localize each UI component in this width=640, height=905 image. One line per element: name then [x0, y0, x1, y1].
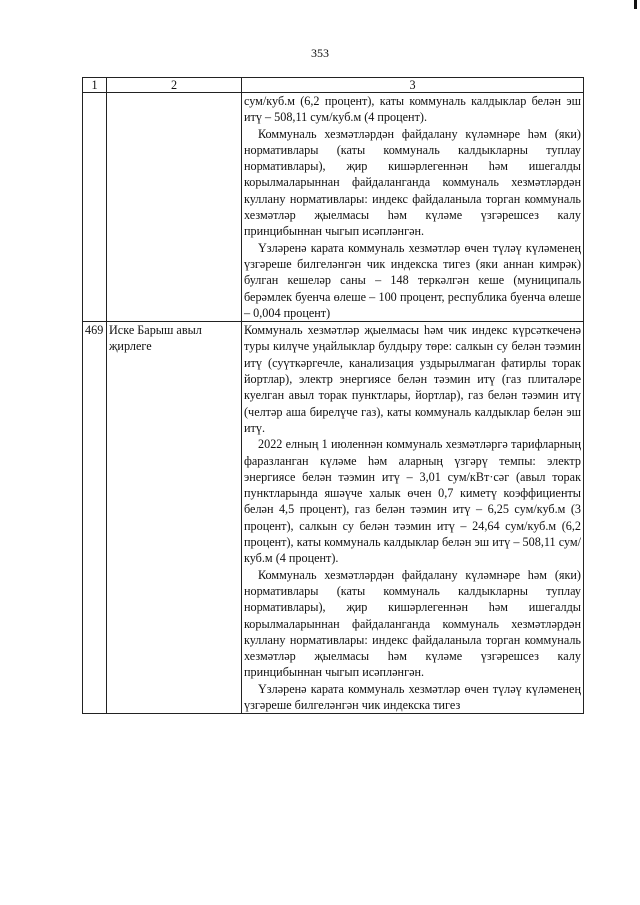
column-header-1: 1 — [83, 78, 107, 93]
row-number: 469 — [83, 322, 107, 714]
table-row — [83, 322, 584, 714]
row-number — [83, 93, 107, 322]
paragraph: Үзләренә карата коммуналь хезмәтләр өчен түләү күләменең үзгәреше билгеләнгән чик индекска тигез (яки аннан кимрәк) булган кешеләр саны – 148 теркәлгән кеше (муниципаль берәмлек буенча өлеше – 100 процент, республика буенча өлеше – 0,004 процент) — [244, 240, 581, 320]
table-header-row — [83, 78, 584, 93]
settlement-name — [107, 93, 242, 322]
row-description — [242, 322, 584, 714]
paragraph: Коммуналь хезмәтләрдән файдалану күләмнәре һәм (яки) нормативлары (каты коммуналь калдыкларны туплау нормативлары), җир кишәрлегеннән һәм ишегалды корылмаларыннан файдаланганда коммуналь хезмәтләрдән куллану нормативлары: индекс файдаланыла торган коммуналь хезмәтләр җыелмасы һәм күләме үзгәрешсез калу принцибыннан чыгып исәпләнгән. — [244, 126, 581, 239]
settlement-name: Иске Барыш авыл җирлеге — [107, 322, 242, 714]
column-header-3: 3 — [242, 78, 584, 93]
paragraph: Үзләренә карата коммуналь хезмәтләр өчен түләү күләменең үзгәреше билгеләнгән чик индекска тигез — [244, 681, 581, 712]
row-description — [242, 93, 584, 322]
paragraph: Коммуналь хезмәтләр җыелмасы һәм чик индекс күрсәткеченә туры килүче уңайлыклар булдыру төре: салкын су белән тәэмин итү (суүткәргечле, канализация уздырылмаган фатирлы торак йортлар), электр энергиясе белән тәэмин итү (газ плиталәре куелган авыл торак пунктлары, йортлар), газ белән тәэмин итү (челтәр аша бирелүче газ), каты коммуналь калдыклар белән эш итү. — [244, 323, 581, 435]
paragraph: Коммуналь хезмәтләрдән файдалану күләмнәре һәм (яки) нормативлары (каты коммуналь калдыкларны туплау нормативлары), җир кишәрлегеннән һәм ишегалды корылмаларыннан файдаланганда коммуналь хезмәтләрдән куллану нормативлары: индекс файдаланыла торган коммуналь хезмәтләр җыелмасы һәм күләме үзгәрешсез калу принцибыннан чыгып исәпләнгән. — [244, 567, 581, 680]
page-number: 353 — [311, 46, 329, 60]
paragraph: сум/куб.м (6,2 процент), каты коммуналь калдыклар белән эш итү – 508,11 сум/куб.м (4 процент). — [244, 94, 581, 125]
page-edge-mark — [634, 0, 637, 9]
paragraph: 2022 елның 1 июленнән коммуналь хезмәтләргә тарифларның фаразланган күләме һәм аларның үзгәрү темпы: электр энергиясе белән тәэмин итү – 3,01 сум/кВт·сәг (авыл торак пунктларында яшәүче халык өчен 0,7 киметү коэффициенты белән 4,5 процент), газ белән тәэмин итү – 6,25 сум/куб.м (3 процент), салкын су белән тәэмин итү – 24,64 сум/куб.м (6,2 процент), каты коммуналь калдыклар белән эш итү – 508,11 сум/куб.м (4 процент). — [244, 437, 581, 566]
column-header-2: 2 — [107, 78, 242, 93]
table-row — [83, 93, 584, 322]
document-table — [82, 77, 584, 714]
document-table-area — [0, 77, 640, 834]
